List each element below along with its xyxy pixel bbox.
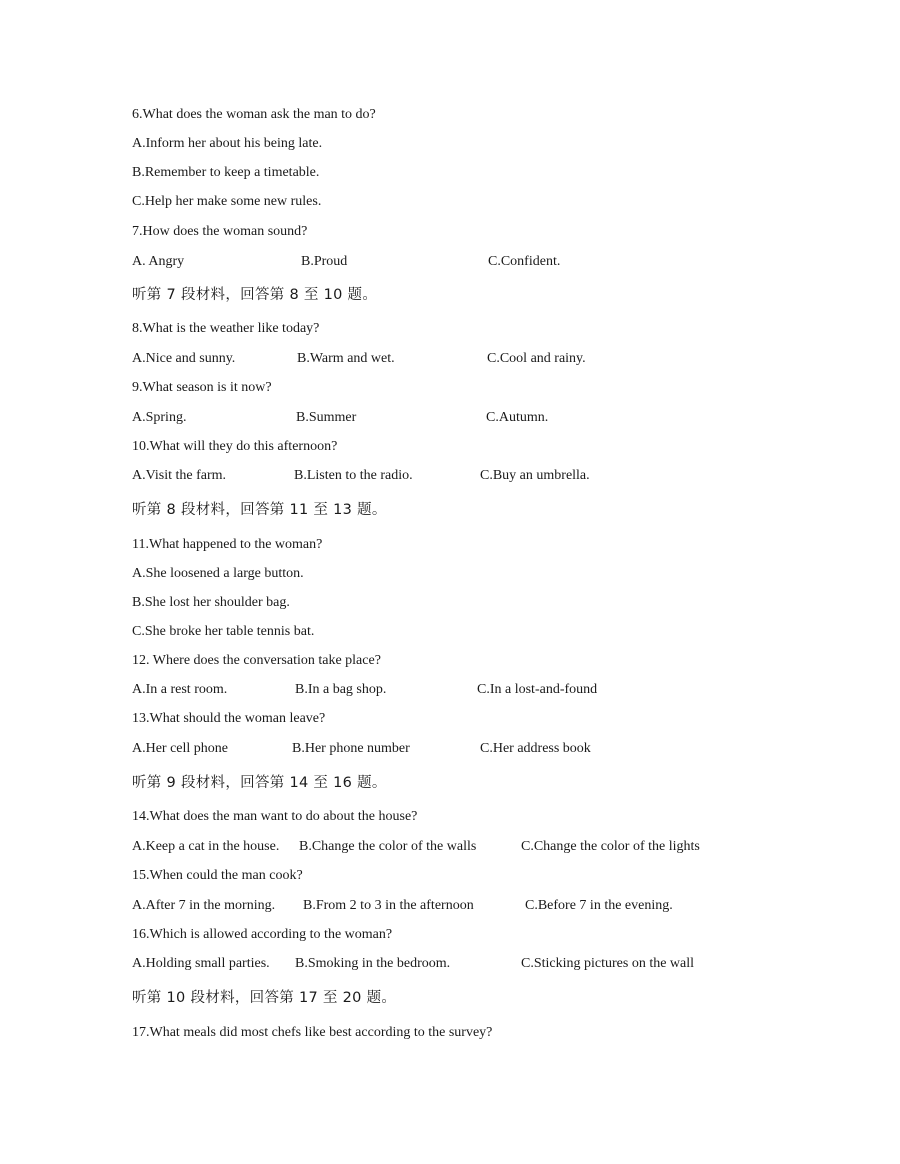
question-11-option-b: B.She lost her shoulder bag. — [132, 595, 290, 610]
question-13-option-a: A.Her cell phone — [132, 741, 229, 756]
question-12-option-b: B.In a bag shop. — [295, 682, 387, 697]
question-17-stem: 17.What meals did most chefs like best according to the survey? — [132, 1025, 493, 1040]
question-7-option-a: A. Angry — [132, 254, 185, 269]
question-6-option-b: B.Remember to keep a timetable. — [132, 165, 320, 180]
question-12-option-c: C.In a lost-and-found — [477, 682, 598, 697]
question-14-option-a: A.Keep a cat in the house. — [132, 839, 280, 854]
question-13-option-b: B.Her phone number — [292, 741, 410, 756]
question-9-option-a: A.Spring. — [132, 410, 187, 425]
section-8-heading: 听第 8 段材料，回答第 11 至 13 题。 — [132, 502, 387, 518]
question-7-option-c: C.Confident. — [488, 254, 561, 269]
section-9-heading: 听第 9 段材料，回答第 14 至 16 题。 — [132, 775, 387, 791]
question-11-option-c: C.She broke her table tennis bat. — [132, 624, 315, 639]
question-11-stem: 11.What happened to the woman? — [132, 537, 323, 552]
question-16-stem: 16.Which is allowed according to the woman? — [132, 927, 393, 942]
question-14-option-c: C.Change the color of the lights — [521, 839, 700, 854]
question-10-option-b: B.Listen to the radio. — [294, 468, 413, 483]
question-10-option-c: C.Buy an umbrella. — [480, 468, 590, 483]
question-9-option-b: B.Summer — [296, 410, 357, 425]
question-15-option-a: A.After 7 in the morning. — [132, 898, 276, 913]
section-10-heading: 听第 10 段材料，回答第 17 至 20 题。 — [132, 990, 397, 1006]
question-12-option-a: A.In a rest room. — [132, 682, 228, 697]
question-9-stem: 9.What season is it now? — [132, 380, 272, 395]
question-15-stem: 15.When could the man cook? — [132, 868, 303, 883]
question-6-stem: 6.What does the woman ask the man to do? — [132, 107, 376, 122]
question-6-option-c: C.Help her make some new rules. — [132, 194, 322, 209]
question-10-option-a: A.Visit the farm. — [132, 468, 227, 483]
section-7-heading: 听第 7 段材料，回答第 8 至 10 题。 — [132, 287, 378, 303]
question-7-option-b: B.Proud — [301, 254, 348, 269]
question-15-option-b: B.From 2 to 3 in the afternoon — [303, 898, 474, 913]
question-14-stem: 14.What does the man want to do about the house? — [132, 809, 418, 824]
question-14-option-b: B.Change the color of the walls — [299, 839, 477, 854]
question-8-option-c: C.Cool and rainy. — [487, 351, 586, 366]
question-7-stem: 7.How does the woman sound? — [132, 224, 308, 239]
question-13-stem: 13.What should the woman leave? — [132, 711, 326, 726]
question-10-stem: 10.What will they do this afternoon? — [132, 439, 338, 454]
question-9-option-c: C.Autumn. — [486, 410, 549, 425]
question-16-option-b: B.Smoking in the bedroom. — [295, 956, 451, 971]
question-11-option-a: A.She loosened a large button. — [132, 566, 304, 581]
question-13-option-c: C.Her address book — [480, 741, 591, 756]
question-12-stem: 12. Where does the conversation take place? — [132, 653, 381, 668]
question-16-option-a: A.Holding small parties. — [132, 956, 270, 971]
question-8-option-a: A.Nice and sunny. — [132, 351, 236, 366]
question-8-option-b: B.Warm and wet. — [297, 351, 395, 366]
question-8-stem: 8.What is the weather like today? — [132, 321, 320, 336]
question-6-option-a: A.Inform her about his being late. — [132, 136, 323, 151]
question-15-option-c: C.Before 7 in the evening. — [525, 898, 673, 913]
question-16-option-c: C.Sticking pictures on the wall — [521, 956, 695, 971]
